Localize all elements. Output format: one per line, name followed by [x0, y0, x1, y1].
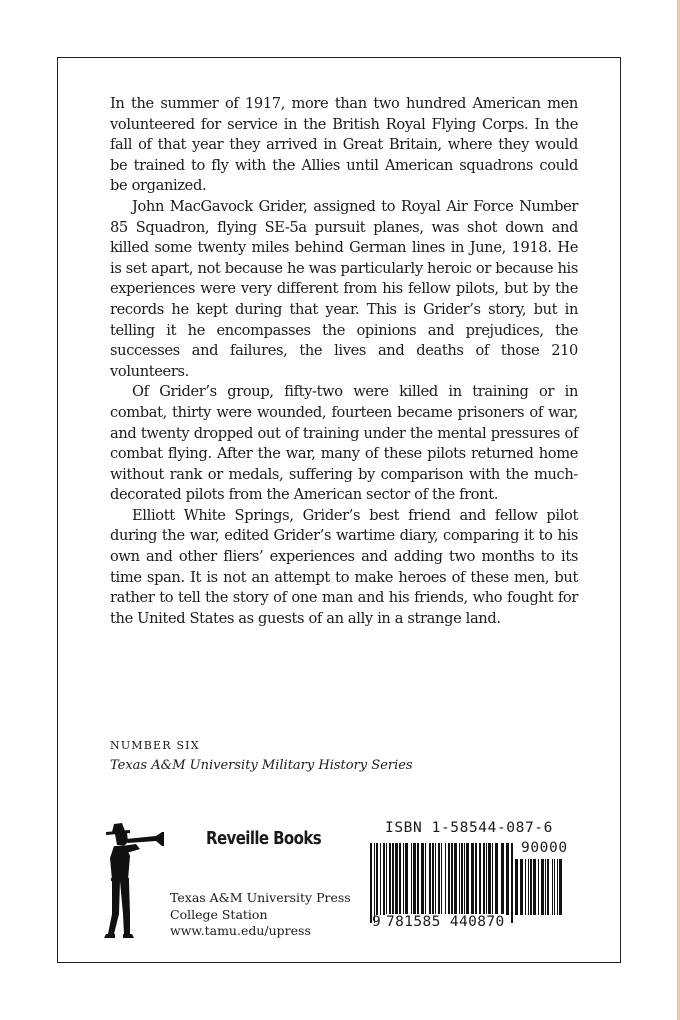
barcode-bar — [421, 843, 424, 915]
barcode-bar — [454, 843, 457, 915]
barcode-bar — [475, 843, 477, 915]
barcode-bar — [464, 843, 465, 915]
blurb-paragraph-4: Elliott White Springs, Grider’s best friend and fellow pilot during the war, edited Grider’s wartime diary, comparing it to his own and other fliers’ experiences and adding two months to its time span. It is not an attempt to make heroes of these men, but rather to tell the story of one man and his friends, who fought for the United States as guests of an ally in a strange land. — [110, 506, 578, 627]
barcode-bar — [459, 843, 460, 915]
barcode-bar — [392, 843, 394, 915]
barcode-bar — [533, 859, 536, 915]
barcode-bar — [413, 843, 416, 915]
imprint-name: Reveille Books — [206, 827, 322, 849]
blurb-paragraph-1: In the summer of 1917, more than two hundred American men volunteered for service in the British Royal Flying Corps. In the fall of that year they arrived in Great Britain, where they would be trained to fly with the Allies until American squadrons could be organized. — [110, 95, 578, 195]
barcode-bar — [538, 859, 539, 915]
barcode-bar — [448, 843, 450, 915]
barcode-bar — [374, 843, 375, 923]
barcode-bar — [506, 843, 509, 915]
barcode-bar — [559, 859, 562, 915]
barcode-bar — [552, 859, 553, 915]
barcode-bar — [432, 843, 434, 915]
barcode-bar — [479, 843, 481, 915]
barcode-bar — [554, 859, 555, 915]
barcode-bar — [411, 843, 412, 915]
barcode-bar — [557, 859, 558, 915]
barcode-bar — [441, 843, 442, 923]
barcode-bar — [417, 843, 419, 915]
barcode-bar — [483, 843, 485, 915]
ean-barcode — [370, 843, 514, 923]
barcode-bar — [528, 859, 529, 915]
barcode-bar — [451, 843, 453, 915]
barcode-bar — [486, 843, 487, 915]
barcode-bar — [501, 843, 504, 915]
barcode-bar — [492, 843, 493, 915]
publisher-website[interactable]: www.tamu.edu/upress — [170, 923, 311, 938]
barcode-bar — [383, 843, 385, 915]
barcode-bar — [445, 843, 446, 915]
barcode-bar — [399, 843, 401, 915]
barcode-bar — [389, 843, 391, 915]
barcode-bar — [376, 843, 378, 915]
barcode-bar — [545, 859, 546, 915]
barcode-bar — [525, 859, 526, 915]
barcode-bar — [435, 843, 436, 915]
barcode-bar — [547, 859, 549, 915]
barcode-bar — [461, 843, 463, 915]
barcode-bar — [370, 843, 372, 923]
back-cover-frame — [57, 57, 621, 963]
barcode-bar — [425, 843, 426, 915]
barcode-bar — [511, 843, 513, 923]
publisher-city: College Station — [170, 906, 268, 922]
ean-digits — [385, 914, 506, 930]
publisher-block — [170, 890, 351, 940]
barcode-bar — [488, 843, 491, 915]
blurb-paragraph-2: John MacGavock Grider, assigned to Royal Air Force Number 85 Squadron, flying SE-5a pursuit planes, was shot down and killed some twenty miles behind German lines in June, 1918. He is set apart, not because he was particularly heroic or because his experiences were very different from his fellow pilots, but by the records he kept during that year. This is Grider’s story, but in telling it he encompasses the opinions and prejudices, the successes and failures, the lives and deaths of those 210 volunteers. — [110, 197, 578, 380]
barcode-bar — [395, 843, 398, 915]
barcode-bar — [380, 843, 381, 915]
barcode-bar — [520, 859, 523, 915]
barcode-bar — [386, 843, 387, 915]
barcode-bar — [471, 843, 474, 915]
barcode-bar — [438, 843, 440, 915]
barcode-bar — [541, 859, 544, 915]
ean-digits-text: 781585 440870 — [386, 914, 505, 930]
barcode-bar — [429, 843, 431, 915]
barcode-bar — [405, 843, 408, 915]
barcode-bar — [530, 859, 532, 915]
series-name: Texas A&M University Military History Series — [110, 758, 413, 773]
publisher-name: Texas A&M University Press — [170, 890, 351, 905]
price-addon-label: 90000 — [521, 840, 568, 856]
addon-barcode — [515, 859, 564, 923]
barcode-bar — [403, 843, 404, 915]
bugler-icon — [100, 822, 170, 940]
barcode-bar — [515, 859, 518, 915]
blurb-paragraph-3: Of Grider’s group, fifty-two were killed in training or in combat, thirty were wounded, fourteen became prisoners of war, and twenty dropped out of training under the mental pressures of combat flying. After the war, many of these pilots returned home without rank or medals, suffering by comparison with the much-decorated pilots from the American sector of the front. — [110, 383, 578, 504]
cover-blurb — [110, 94, 578, 629]
barcode-bar — [466, 843, 469, 915]
isbn-label: ISBN 1-58544-087-6 — [385, 820, 553, 836]
ean-first-digit: 9 — [372, 914, 381, 930]
barcode-bar — [495, 843, 498, 915]
series-number: NUMBER SIX — [110, 739, 200, 752]
